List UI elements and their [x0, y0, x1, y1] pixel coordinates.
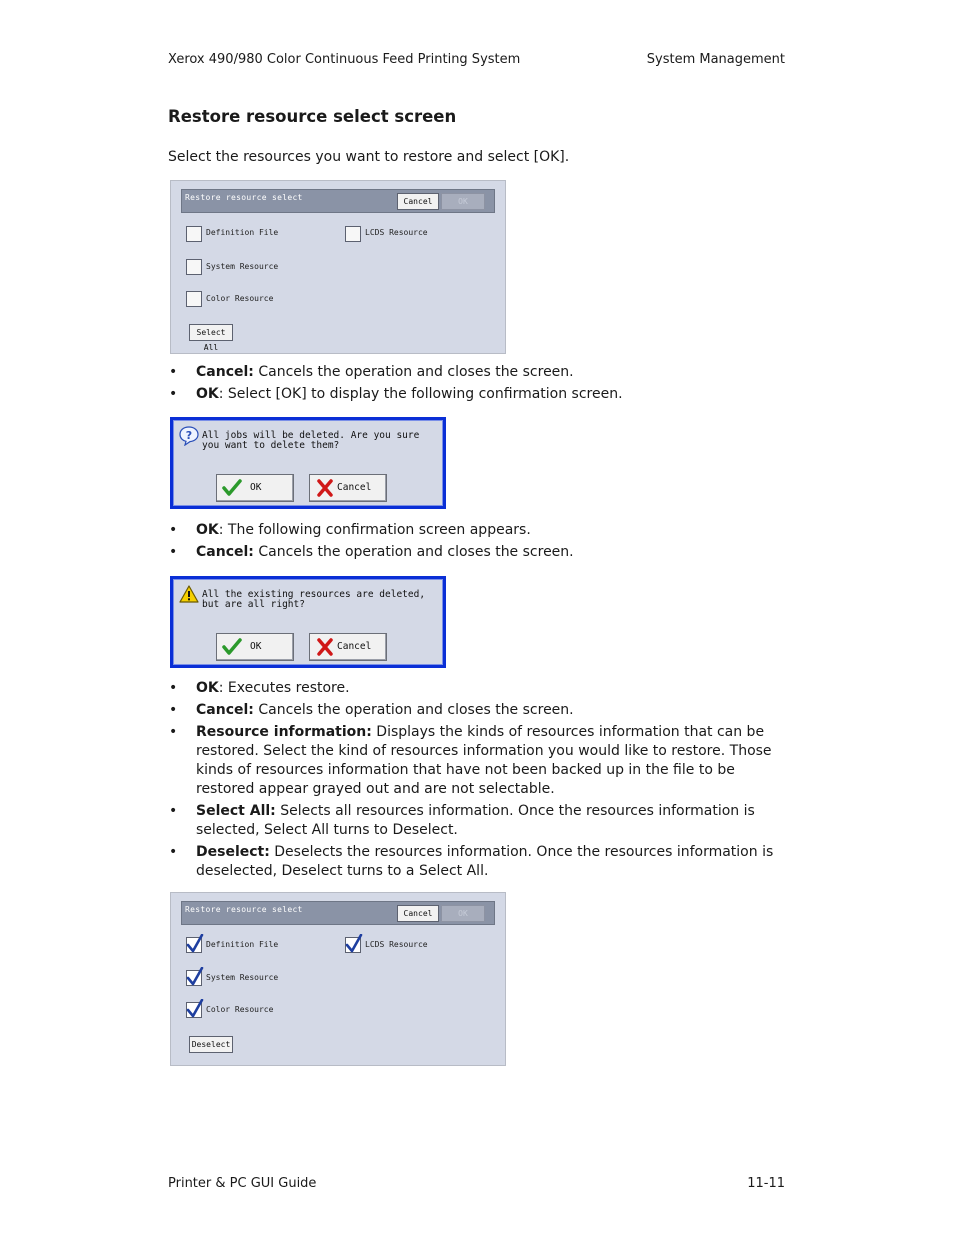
x-icon	[315, 638, 335, 656]
definition-file-checkbox[interactable]	[186, 937, 202, 953]
system-resource-label: System Resource	[206, 973, 279, 982]
ok-button-disabled: OK	[441, 905, 485, 922]
list-item: • OK: Executes restore.	[168, 679, 788, 698]
list-item: • Resource information: Displays the kinds of resources information that can be restored. Select the kind of resources information you would like to restore. Those kinds of resources information that have not been backed up in the file to be restored appear grayed out and are not selectable.	[168, 723, 788, 799]
question-icon	[179, 426, 199, 446]
bullet-list-2	[168, 521, 788, 565]
list-item: • OK: The following confirmation screen appears.	[168, 521, 788, 540]
system-resource-checkbox[interactable]	[186, 259, 202, 275]
list-item: • OK: Select [OK] to display the following confirmation screen.	[168, 385, 788, 404]
dialog-message: All jobs will be deleted. Are you sure you want to delete them?	[202, 430, 420, 451]
color-resource-checkbox[interactable]	[186, 1002, 202, 1018]
select-all-button[interactable]: Select All	[189, 324, 233, 341]
panel-title: Restore resource select	[185, 193, 303, 202]
section-title: Restore resource select screen	[168, 107, 457, 126]
definition-file-label: Definition File	[206, 940, 279, 949]
ok-button[interactable]: OK	[216, 474, 294, 502]
cancel-button[interactable]: Cancel	[309, 633, 387, 661]
cancel-button[interactable]: Cancel	[397, 193, 439, 210]
list-item: • Deselect: Deselects the resources information. Once the resources information is deselected, Deselect turns to a Select All.	[168, 843, 788, 881]
deselect-button[interactable]: Deselect	[189, 1036, 233, 1053]
panel-title: Restore resource select	[185, 905, 303, 914]
panel-title-bar	[181, 189, 495, 213]
checkmark-icon	[222, 479, 242, 497]
ok-button[interactable]: OK	[216, 633, 294, 661]
header-document-title: Xerox 490/980 Color Continuous Feed Printing System	[168, 52, 521, 67]
lcds-resource-checkbox[interactable]	[345, 226, 361, 242]
svg-text:?: ?	[185, 429, 193, 442]
checkmark-icon	[222, 638, 242, 656]
panel-title-bar	[181, 901, 495, 925]
checkmark-icon	[345, 934, 363, 954]
ok-button-disabled: OK	[441, 193, 485, 210]
dialog-message: All the existing resources are deleted, but are all right?	[202, 589, 426, 610]
bullet-list-1	[168, 363, 788, 407]
definition-file-label: Definition File	[206, 228, 279, 237]
definition-file-checkbox[interactable]	[186, 226, 202, 242]
delete-jobs-dialog	[170, 417, 446, 509]
bullet-list-3	[168, 679, 788, 884]
checkmark-icon	[186, 934, 204, 954]
cancel-button[interactable]: Cancel	[397, 905, 439, 922]
list-item: • Cancel: Cancels the operation and closes the screen.	[168, 701, 788, 720]
list-item: • Select All: Selects all resources information. Once the resources information is selected, Select All turns to Deselect.	[168, 802, 788, 840]
restore-resource-select-panel-checked	[170, 892, 506, 1066]
color-resource-checkbox[interactable]	[186, 291, 202, 307]
footer-guide-title: Printer & PC GUI Guide	[168, 1176, 317, 1191]
delete-resources-dialog	[170, 576, 446, 668]
system-resource-label: System Resource	[206, 262, 279, 271]
system-resource-checkbox[interactable]	[186, 970, 202, 986]
cancel-button[interactable]: Cancel	[309, 474, 387, 502]
footer-page-number: 11-11	[747, 1176, 785, 1191]
lcds-resource-label: LCDS Resource	[365, 228, 428, 237]
color-resource-label: Color Resource	[206, 294, 274, 303]
lcds-resource-checkbox[interactable]	[345, 937, 361, 953]
checkmark-icon	[186, 967, 204, 987]
intro-text: Select the resources you want to restore and select [OK].	[168, 149, 570, 165]
list-item: • Cancel: Cancels the operation and closes the screen.	[168, 363, 788, 382]
warning-icon	[179, 585, 199, 603]
color-resource-label: Color Resource	[206, 1005, 274, 1014]
header-chapter-title: System Management	[646, 52, 785, 67]
lcds-resource-label: LCDS Resource	[365, 940, 428, 949]
x-icon	[315, 479, 335, 497]
list-item: • Cancel: Cancels the operation and closes the screen.	[168, 543, 788, 562]
restore-resource-select-panel	[170, 180, 506, 354]
checkmark-icon	[186, 999, 204, 1019]
